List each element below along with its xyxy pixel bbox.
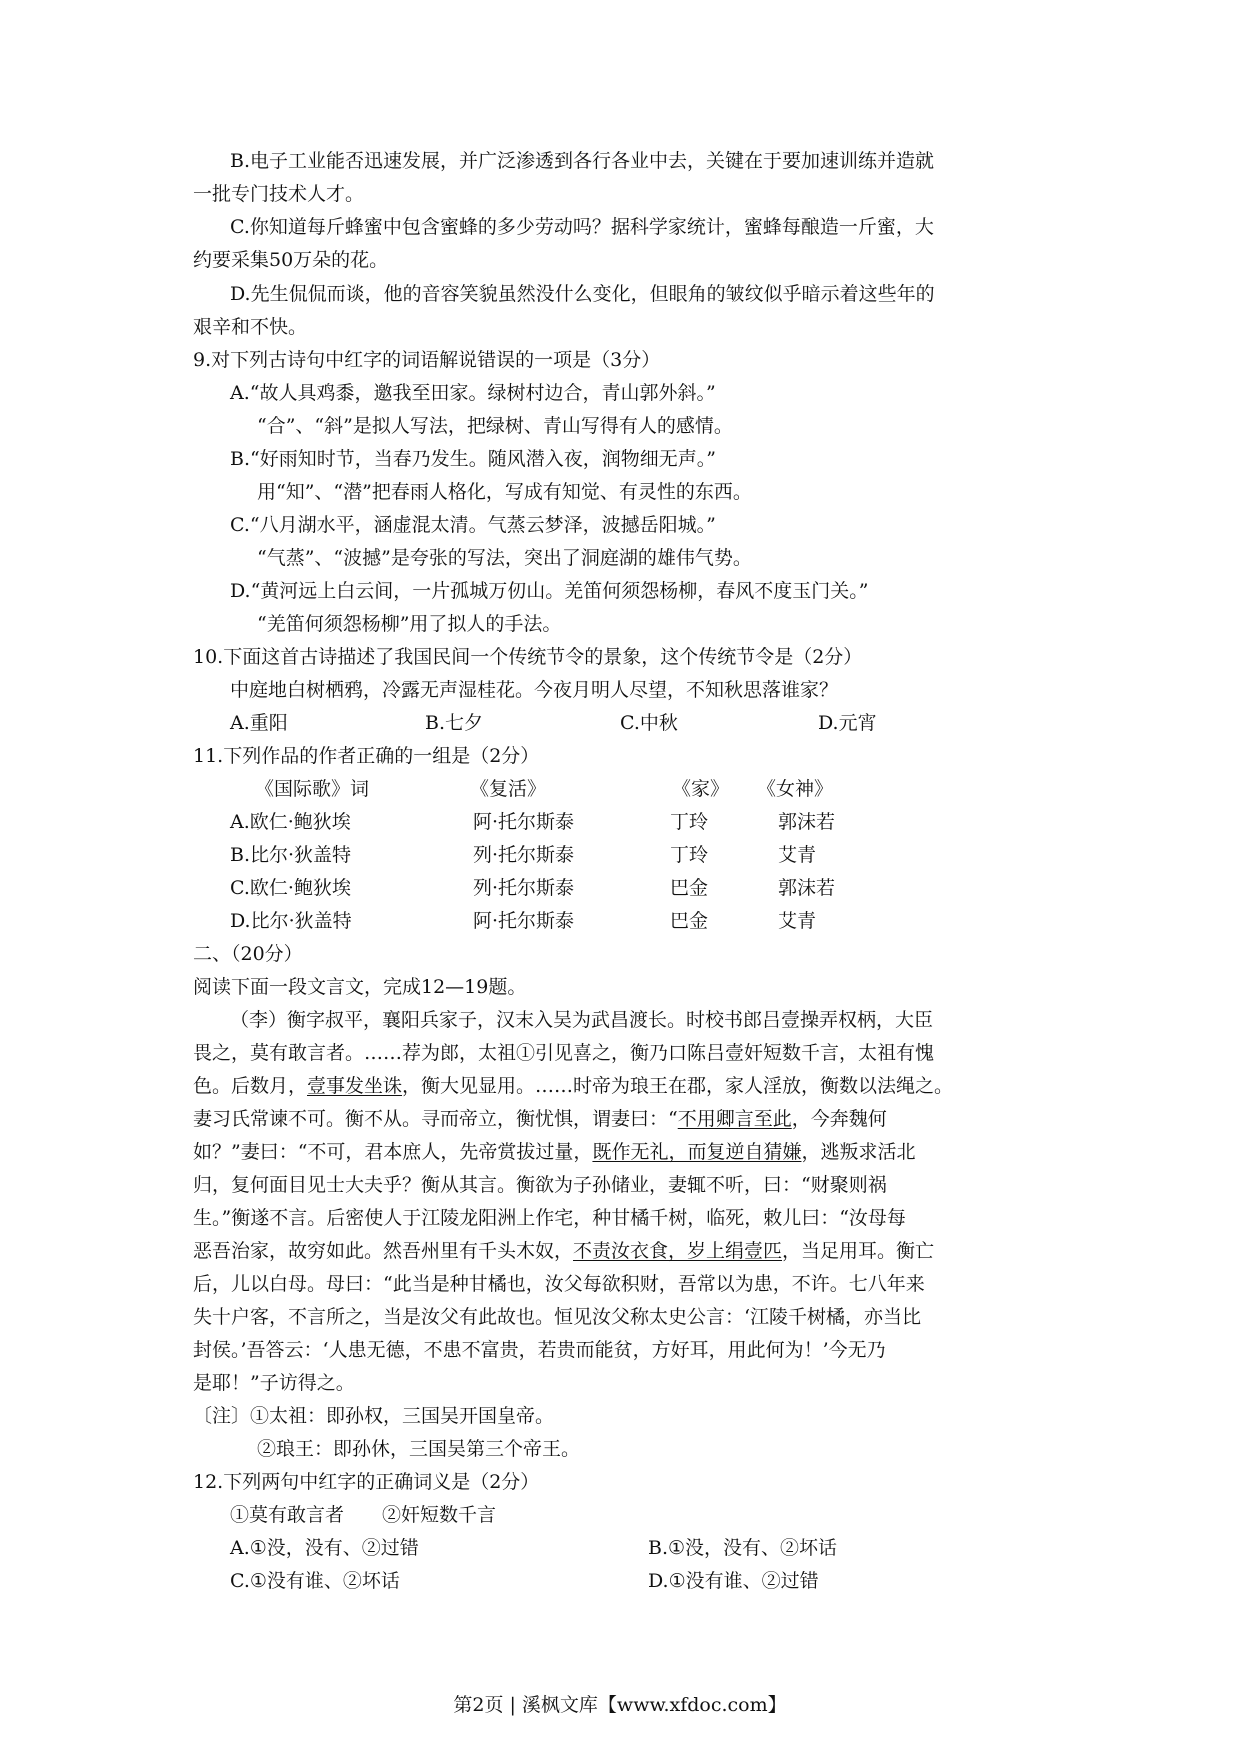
- passage-line-7: 生。”衡遂不言。后密使人于江陵龙阳洲上作宅，种甘橘千树，临死，敕儿曰：“汝母每: [193, 1207, 906, 1229]
- q10-option-c: C.中秋: [620, 712, 678, 734]
- passage-line-10: 失十户客，不言所之，当是汝父有此故也。恒见汝父称太史公言：‘江陵千树橘，亦当比: [193, 1306, 922, 1328]
- q11-row-b-col3: 丁玲: [670, 844, 709, 866]
- q11-row-a-col2: 阿·托尔斯泰: [473, 811, 575, 833]
- passage-text: 如？”妻曰：“不可，君本庶人，先帝赏拔过量，: [193, 1141, 593, 1163]
- q9-option-a: A.“故人具鸡黍，邀我至田家。绿树村边合，青山郭外斜。”: [230, 382, 716, 404]
- q8-option-c-line1: C.你知道每斤蜂蜜中包含蜜蜂的多少劳动吗？据科学家统计，蜜蜂每酿造一斤蜜，大: [230, 216, 934, 238]
- passage-text: ，今奔魏何: [791, 1108, 887, 1130]
- q11-row-c-col3: 巴金: [670, 877, 709, 899]
- passage-line-9: 后，儿以白母。母曰：“此当是种甘橘也，汝父每欲积财，吾常以为患，不许。七八年来: [193, 1273, 925, 1295]
- passage-line-8: [193, 1238, 934, 1264]
- q11-row-a-col3: 丁玲: [670, 811, 709, 833]
- passage-text: ，衡大见显用。……时帝为琅王在郡，家人淫放，衡数以法绳之。: [402, 1075, 954, 1097]
- q11-row-c-col4: 郭沫若: [778, 877, 836, 899]
- passage-line-2: 畏之，莫有敢言者。……荐为郎，太祖①引见喜之，衡乃口陈吕壹奸短数千言，太祖有愧: [193, 1042, 935, 1064]
- q9-option-d-explanation: “羌笛何须怨杨柳”用了拟人的手法。: [257, 613, 562, 635]
- q8-option-b-line1: B.电子工业能否迅速发展，并广泛渗透到各行各业中去，关键在于要加速训练并造就: [230, 150, 935, 172]
- q12-option-c: C.①没有谁、②坏话: [230, 1570, 400, 1592]
- q11-stem: 11.下列作品的作者正确的一组是（2分）: [193, 745, 540, 767]
- note-2: ②琅王：即孙休，三国吴第三个帝王。: [257, 1438, 581, 1460]
- q8-option-d-line2: 艰辛和不快。: [193, 316, 308, 338]
- passage-text: ，当足用耳。衡亡: [782, 1240, 935, 1262]
- underlined-phrase: 既作无礼，而复逆自猜嫌: [592, 1141, 802, 1163]
- section-intro: 阅读下面一段文言文，完成12—19题。: [193, 976, 527, 998]
- q8-option-b-line2: 一批专门技术人才。: [193, 183, 365, 205]
- q12-option-b: B.①没，没有、②坏话: [648, 1537, 838, 1559]
- q11-row-b-col1: B.比尔·狄盖特: [230, 844, 352, 866]
- q11-row-d-col3: 巴金: [670, 910, 709, 932]
- q9-stem: 9.对下列古诗句中红字的词语解说错误的一项是（3分）: [193, 349, 661, 371]
- q11-header-internationale: 《国际歌》词: [255, 778, 370, 800]
- q11-row-d-col4: 艾青: [778, 910, 817, 932]
- underlined-phrase: 不责汝衣食，岁上绢壹匹: [573, 1240, 783, 1262]
- q11-row-c-col1: C.欧仁·鲍狄埃: [230, 877, 351, 899]
- passage-line-1: （李）衡字叔平，襄阳兵家子，汉末入吴为武昌渡长。时校书郎吕壹操弄权柄，大臣: [230, 1009, 934, 1031]
- q12-stem: 12.下列两句中红字的正确词义是（2分）: [193, 1471, 540, 1493]
- underlined-phrase: 不用卿言至此: [677, 1108, 792, 1130]
- q12-option-d: D.①没有谁、②过错: [648, 1570, 819, 1592]
- q9-option-c: C.“八月湖水平，涵虚混太清。气蒸云梦泽，波撼岳阳城。”: [230, 514, 716, 536]
- q11-row-a-col4: 郭沫若: [778, 811, 836, 833]
- q11-row-d-col1: D.比尔·狄盖特: [230, 910, 352, 932]
- q10-option-b: B.七夕: [425, 712, 484, 734]
- q10-stem: 10.下面这首古诗描述了我国民间一个传统节令的景象，这个传统节令是（2分）: [193, 646, 863, 668]
- page-footer: 第2页 | 溪枫文库【www.xfdoc.com】: [453, 1694, 787, 1716]
- q9-option-b: B.“好雨知时节，当春乃发生。随风潜入夜，润物细无声。”: [230, 448, 716, 470]
- q11-header-resurrection: 《复活》: [470, 778, 547, 800]
- q11-row-b-col4: 艾青: [778, 844, 817, 866]
- q11-header-family: 《家》: [672, 778, 730, 800]
- q11-row-d-col2: 阿·托尔斯泰: [473, 910, 575, 932]
- section-heading: 二、（20分）: [193, 943, 303, 965]
- passage-text: ，逃叛求活北: [801, 1141, 916, 1163]
- q11-row-c-col2: 列·托尔斯泰: [473, 877, 575, 899]
- q9-option-b-explanation: 用“知”、“潜”把春雨人格化，写成有知觉、有灵性的东西。: [257, 481, 752, 503]
- q11-header-goddess: 《女神》: [757, 778, 834, 800]
- q10-option-a: A.重阳: [230, 712, 288, 734]
- q12-items: ①莫有敢言者 ②奸短数千言: [230, 1504, 497, 1526]
- passage-line-3: [193, 1073, 953, 1099]
- note-1: 〔注〕①太祖：即孙权，三国吴开国皇帝。: [193, 1405, 555, 1427]
- passage-line-12: 是耶！”子访得之。: [193, 1372, 355, 1394]
- passage-text: 恶吾治家，故穷如此。然吾州里有千头木奴，: [193, 1240, 574, 1262]
- passage-text: 妻习氏常谏不可。衡不从。寻而帝立，衡忧惧，谓妻曰：“: [193, 1108, 678, 1130]
- passage-line-5: [193, 1139, 915, 1165]
- passage-text: 色。后数月，: [193, 1075, 308, 1097]
- q11-row-a-col1: A.欧仁·鲍狄埃: [230, 811, 351, 833]
- q8-option-c-line2: 约要采集50万朵的花。: [193, 249, 389, 271]
- passage-line-6: 归，复何面目见士大夫乎？衡从其言。衡欲为子孙储业，妻辄不听，曰：“财聚则祸: [193, 1174, 887, 1196]
- passage-line-11: 封侯。’吾答云：‘人患无德，不患不富贵，若贵而能贫，方好耳，用此何为！’今无乃: [193, 1339, 886, 1361]
- underlined-phrase: 壹事发坐诛: [307, 1075, 403, 1097]
- q10-poem: 中庭地白树栖鸦，冷露无声湿桂花。今夜月明人尽望，不知秋思落谁家？: [230, 679, 839, 701]
- q8-option-d-line1: D.先生侃侃而谈，他的音容笑貌虽然没什么变化，但眼角的皱纹似乎暗示着这些年的: [230, 283, 935, 305]
- q9-option-c-explanation: “气蒸”、“波撼”是夸张的写法，突出了洞庭湖的雄伟气势。: [257, 547, 752, 569]
- q11-row-b-col2: 列·托尔斯泰: [473, 844, 575, 866]
- q12-option-a: A.①没，没有、②过错: [230, 1537, 419, 1559]
- q9-option-d: D.“黄河远上白云间，一片孤城万仞山。羌笛何须怨杨柳，春风不度玉门关。”: [230, 580, 869, 602]
- passage-line-4: [193, 1106, 887, 1132]
- q9-option-a-explanation: “合”、“斜”是拟人写法，把绿树、青山写得有人的感情。: [257, 415, 733, 437]
- q10-option-d: D.元宵: [818, 712, 877, 734]
